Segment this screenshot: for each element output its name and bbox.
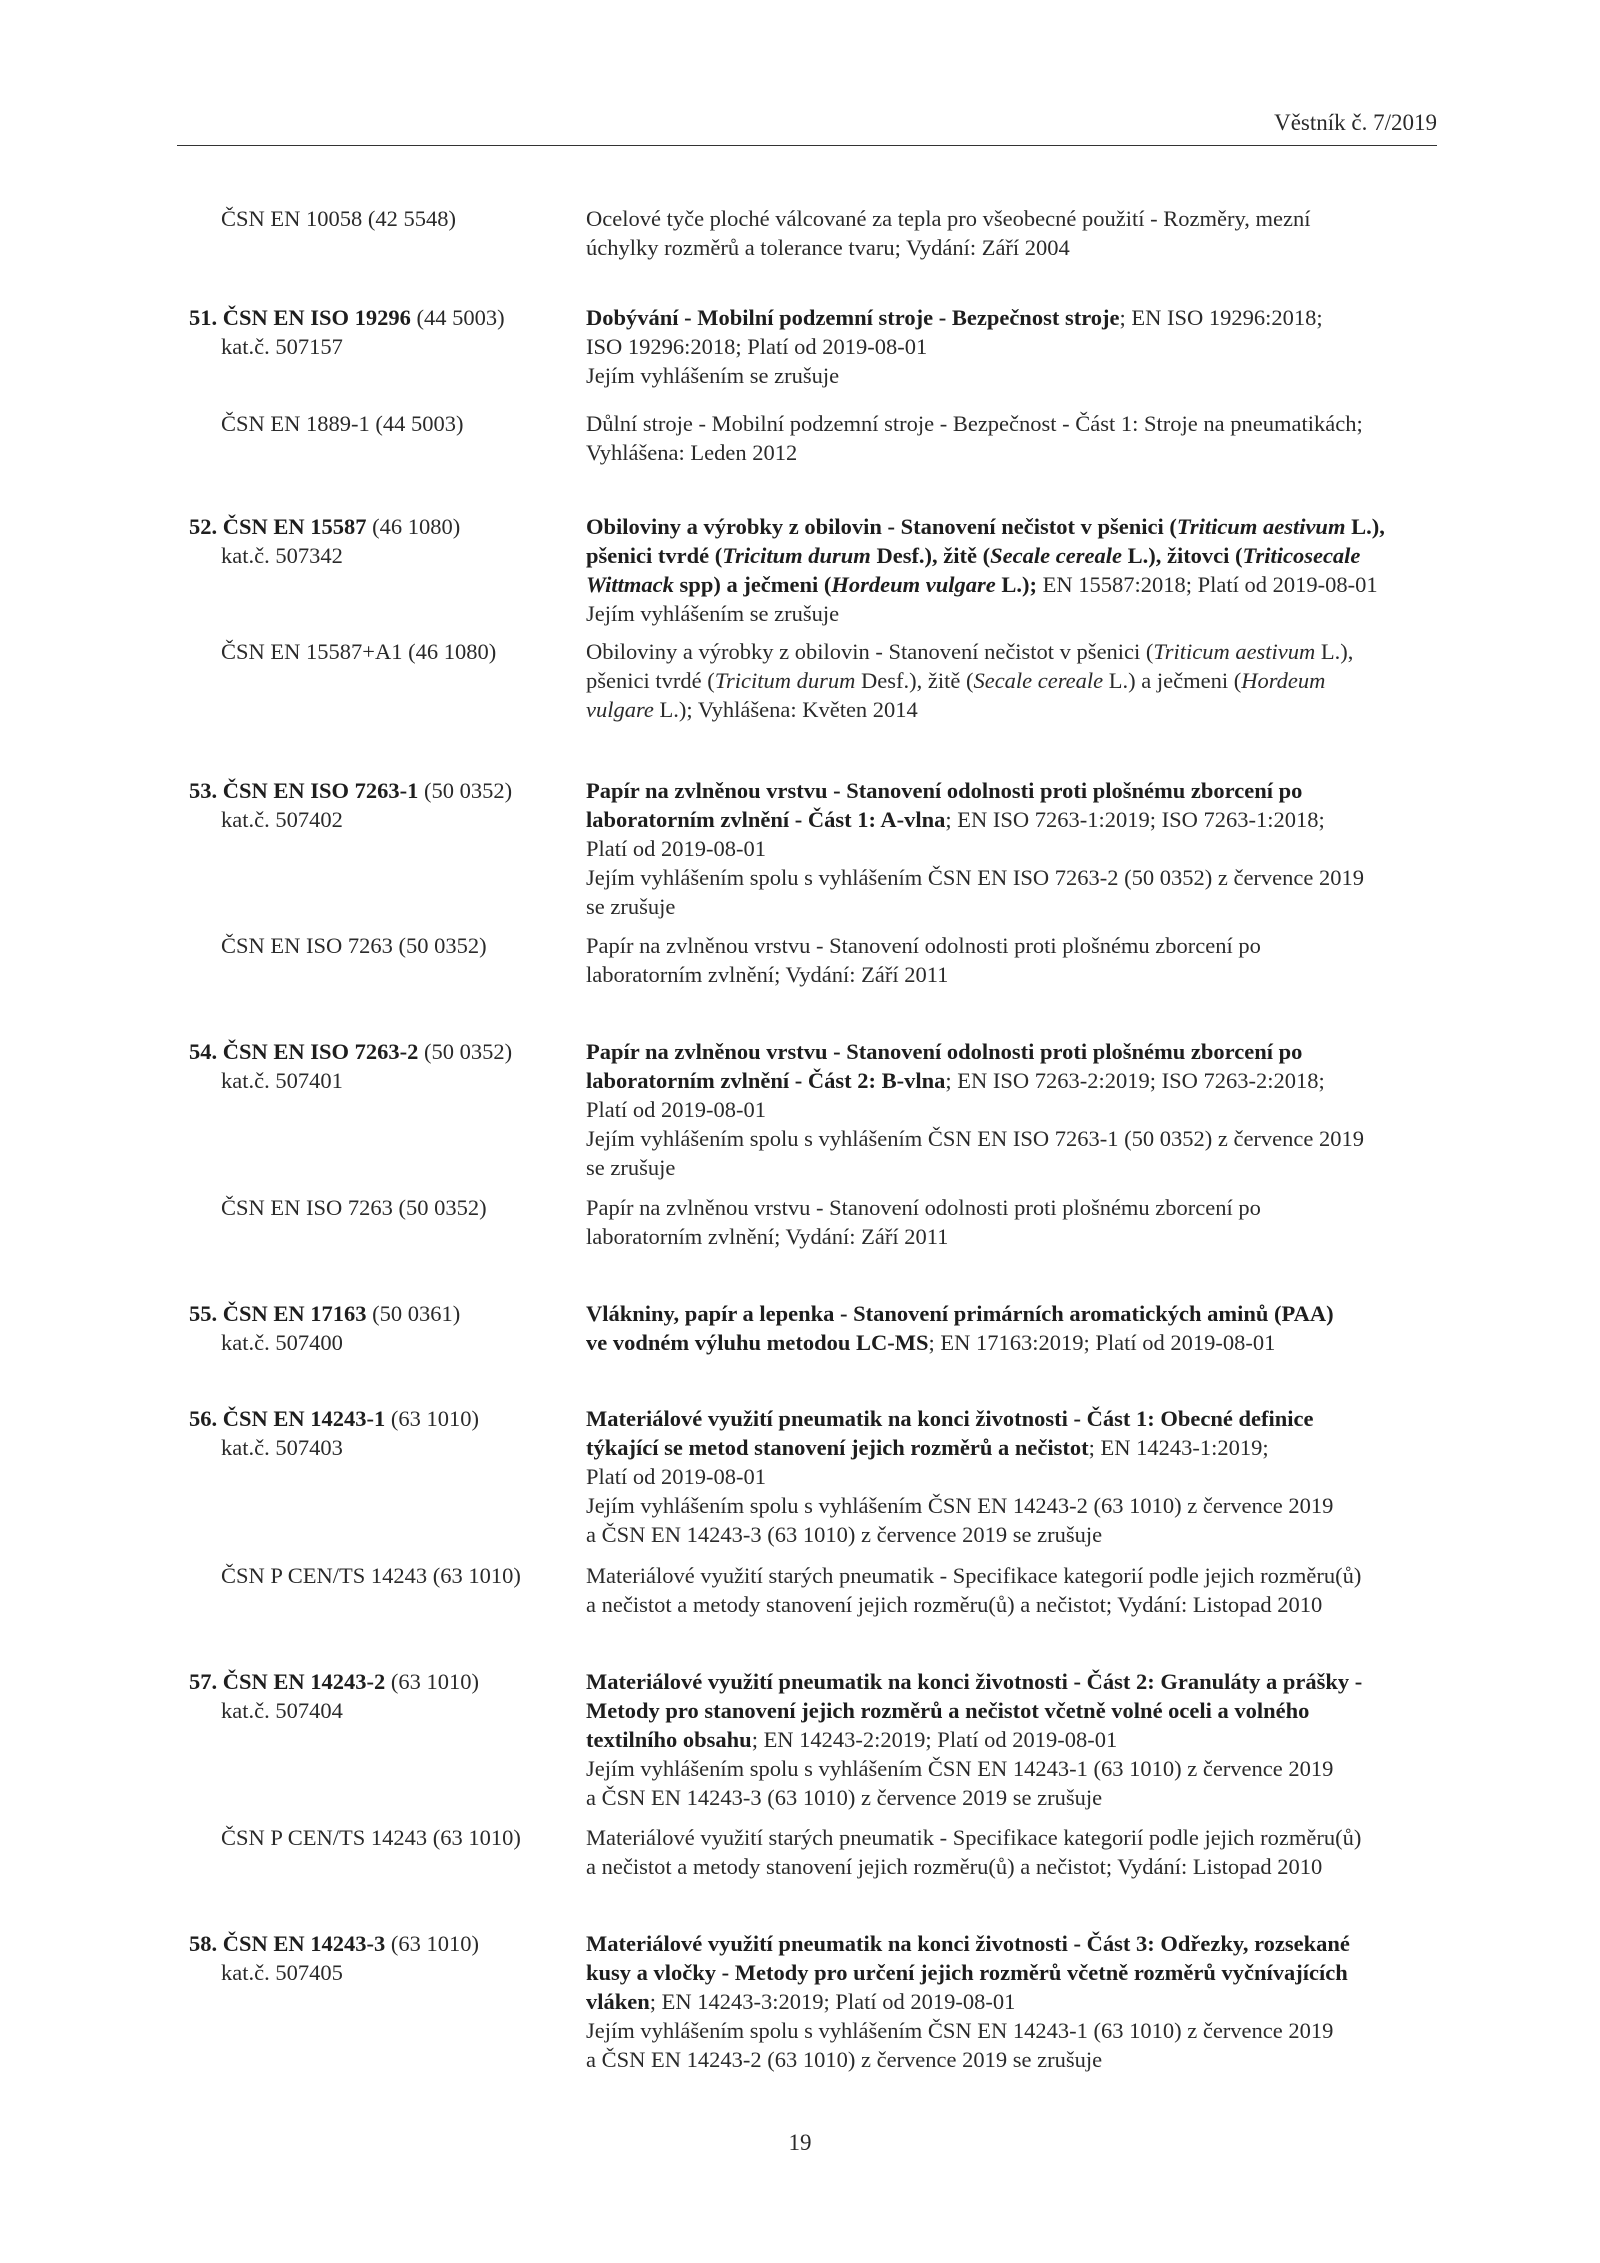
standard-code-classification: (46 1080) [366, 514, 461, 539]
description-line [586, 1520, 1466, 1549]
replaced-standard-code: ČSN EN 10058 (42 5548) [221, 206, 456, 231]
text-segment: úchylky rozměrů a tolerance tvaru; Vydání: Září 2004 [586, 235, 1070, 260]
text-segment: L.); [995, 572, 1038, 597]
description-line [586, 541, 1466, 570]
text-segment: Materiálové využití starých pneumatik - Specifikace kategorií podle jejich rozměru(ů) [586, 1825, 1362, 1850]
text-segment: Tricitum durum [722, 543, 871, 568]
text-segment: vláken [586, 1989, 650, 2014]
text-segment: Platí od 2019-08-01 [586, 836, 766, 861]
standard-code-classification: (50 0352) [418, 778, 513, 803]
description-line [586, 1095, 1466, 1124]
description-line [586, 2016, 1466, 2045]
description-line [586, 1124, 1466, 1153]
replaced-standard-code: ČSN EN 1889-1 (44 5003) [221, 411, 464, 436]
standard-description [586, 1667, 1466, 1812]
text-segment: Papír na zvlněnou vrstvu - Stanovení odolnosti proti plošnému zborcení po [586, 933, 1261, 958]
standard-description [586, 1929, 1466, 2074]
description-line [586, 1066, 1466, 1095]
description-line [586, 1222, 1466, 1251]
standard-description [586, 1037, 1466, 1182]
text-segment: ISO 19296:2018; Platí od 2019-08-01 [586, 334, 928, 359]
standard-code-classification: (50 0361) [366, 1301, 461, 1326]
text-segment: se zrušuje [586, 894, 676, 919]
description-line [586, 512, 1466, 541]
description-line [586, 776, 1466, 805]
replaced-standard-code: ČSN P CEN/TS 14243 (63 1010) [221, 1563, 521, 1588]
text-segment: Jejím vyhlášením spolu s vyhlášením ČSN EN 14243-1 (63 1010) z července 2019 [586, 2018, 1334, 2043]
description-line [586, 438, 1466, 467]
text-segment: Desf.), žitě ( [870, 543, 991, 568]
catalog-number: kat.č. 507400 [221, 1330, 343, 1355]
text-segment: a ČSN EN 14243-3 (63 1010) z července 2019 se zrušuje [586, 1522, 1103, 1547]
text-segment: Jejím vyhlášením se zrušuje [586, 601, 840, 626]
text-segment: Papír na zvlněnou vrstvu - Stanovení odolnosti proti plošnému zborcení po [586, 1195, 1261, 1220]
text-segment: Materiálové využití starých pneumatik - Specifikace kategorií podle jejich rozměru(ů) [586, 1563, 1362, 1588]
standard-identifier [189, 1037, 579, 1095]
text-segment: Papír na zvlněnou vrstvu - Stanovení odolnosti proti plošnému zborcení po [586, 778, 1303, 803]
text-segment: Papír na zvlněnou vrstvu - Stanovení odolnosti proti plošnému zborcení po [586, 1039, 1303, 1064]
text-segment: se zrušuje [586, 1155, 676, 1180]
replaced-identifier [189, 204, 579, 233]
running-header: Věstník č. 7/2019 [1274, 110, 1437, 135]
description-line [586, 1823, 1466, 1852]
description-line [586, 1958, 1466, 1987]
replaced-description [586, 1823, 1466, 1881]
entry-number: 54. [189, 1039, 218, 1064]
text-segment: týkající se metod stanovení jejich rozměrů a nečistot [586, 1435, 1089, 1460]
text-segment: Vlákniny, papír a lepenka - Stanovení primárních aromatických aminů (PAA) [586, 1301, 1334, 1326]
description-line [586, 1754, 1466, 1783]
standard-code-bold: ČSN EN ISO 7263-2 [222, 1039, 419, 1064]
replaced-standard-code: ČSN P CEN/TS 14243 (63 1010) [221, 1825, 521, 1850]
text-segment: vulgare [586, 697, 654, 722]
standard-description [586, 512, 1466, 628]
description-line [586, 960, 1466, 989]
text-segment: ; EN ISO 19296:2018; [1119, 305, 1323, 330]
text-segment: Obiloviny a výrobky z obilovin - Stanovení nečistot v pšenici ( [586, 514, 1177, 539]
text-segment: laboratorním zvlnění; Vydání: Září 2011 [586, 962, 949, 987]
standard-code-classification: (63 1010) [385, 1931, 480, 1956]
standard-code [189, 303, 579, 332]
standard-code-bold: ČSN EN 14243-2 [222, 1669, 386, 1694]
standard-identifier [189, 303, 579, 361]
text-segment: kusy a vločky - Metody pro určení jejich rozměrů včetně rozměrů vyčnívajících [586, 1960, 1348, 1985]
text-segment: Důlní stroje - Mobilní podzemní stroje - Bezpečnost - Část 1: Stroje na pneumatikách; [586, 411, 1363, 436]
standard-code-classification: (63 1010) [385, 1406, 480, 1431]
replaced-identifier [189, 1823, 579, 1852]
text-segment: ; EN ISO 7263-1:2019; ISO 7263-1:2018; [945, 807, 1325, 832]
text-segment: Ocelové tyče ploché válcované za tepla pro všeobecné použití - Rozměry, mezní [586, 206, 1311, 231]
replaced-description [586, 204, 1466, 262]
description-line [586, 599, 1466, 628]
standard-code [189, 776, 579, 805]
entry-number: 55. [189, 1301, 218, 1326]
standard-code-bold: ČSN EN ISO 7263-1 [222, 778, 419, 803]
text-segment: ; EN 17163:2019; Platí od 2019-08-01 [928, 1330, 1276, 1355]
description-line [586, 1462, 1466, 1491]
replaced-description [586, 1561, 1466, 1619]
text-segment: Hordeum [1241, 668, 1326, 693]
description-line [586, 637, 1466, 666]
text-segment: L.) a ječmeni ( [1103, 668, 1242, 693]
text-segment: pšenici tvrdé ( [586, 543, 723, 568]
replaced-description [586, 931, 1466, 989]
description-line [586, 303, 1466, 332]
text-segment: L.), [1315, 639, 1354, 664]
text-segment: Materiálové využití pneumatik na konci životnosti - Část 3: Odřezky, rozsekané [586, 1931, 1350, 1956]
standard-code-classification: (44 5003) [410, 305, 505, 330]
standard-description [586, 303, 1466, 390]
text-segment: Platí od 2019-08-01 [586, 1097, 766, 1122]
standard-identifier [189, 1404, 579, 1462]
text-segment: Jejím vyhlášením spolu s vyhlášením ČSN EN ISO 7263-1 (50 0352) z července 2019 [586, 1126, 1365, 1151]
replaced-identifier [189, 931, 579, 960]
text-segment: laboratorním zvlnění - Část 1: A-vlna [586, 807, 946, 832]
standard-code-bold: ČSN EN 14243-1 [222, 1406, 386, 1431]
catalog-number: kat.č. 507404 [221, 1698, 343, 1723]
description-line [586, 931, 1466, 960]
description-line [586, 204, 1466, 233]
text-segment: ; EN ISO 7263-2:2019; ISO 7263-2:2018; [945, 1068, 1325, 1093]
replaced-identifier [189, 637, 579, 666]
text-segment: laboratorním zvlnění; Vydání: Září 2011 [586, 1224, 949, 1249]
description-line [586, 695, 1466, 724]
text-segment: spp) a ječmeni ( [673, 572, 832, 597]
description-line [586, 805, 1466, 834]
text-segment: Obiloviny a výrobky z obilovin - Stanovení nečistot v pšenici ( [586, 639, 1154, 664]
standard-description [586, 776, 1466, 921]
description-line [586, 1299, 1466, 1328]
entry-number: 56. [189, 1406, 218, 1431]
text-segment: a nečistot a metody stanovení jejich rozměru(ů) a nečistot; Vydání: Listopad 2010 [586, 1592, 1323, 1617]
text-segment: Tricitum durum [714, 668, 856, 693]
text-segment: Jejím vyhlášením se zrušuje [586, 363, 840, 388]
description-line [586, 1590, 1466, 1619]
entry-number: 57. [189, 1669, 218, 1694]
description-line [586, 834, 1466, 863]
text-segment: laboratorním zvlnění - Část 2: B-vlna [586, 1068, 946, 1093]
entry-number: 53. [189, 778, 218, 803]
catalog-number: kat.č. 507401 [221, 1068, 343, 1093]
standard-code-bold: ČSN EN 17163 [222, 1301, 367, 1326]
standard-code-bold: ČSN EN ISO 19296 [222, 305, 411, 330]
replaced-identifier [189, 1193, 579, 1222]
standard-description [586, 1299, 1466, 1357]
text-segment: L.), [1345, 514, 1385, 539]
description-line [586, 2045, 1466, 2074]
description-line [586, 1153, 1466, 1182]
standard-code [189, 1404, 579, 1433]
replaced-description [586, 409, 1466, 467]
description-line [586, 863, 1466, 892]
description-line [586, 1193, 1466, 1222]
text-segment: L.), žitovci ( [1121, 543, 1243, 568]
description-line [586, 666, 1466, 695]
entry-number: 52. [189, 514, 218, 539]
text-segment: a ČSN EN 14243-3 (63 1010) z července 2019 se zrušuje [586, 1785, 1103, 1810]
text-segment: ; EN 14243-1:2019; [1088, 1435, 1269, 1460]
catalog-number: kat.č. 507342 [221, 543, 343, 568]
text-segment: textilního obsahu [586, 1727, 752, 1752]
catalog-number: kat.č. 507157 [221, 334, 343, 359]
description-line [586, 1852, 1466, 1881]
description-line [586, 1328, 1466, 1357]
standard-code-bold: ČSN EN 15587 [222, 514, 367, 539]
standard-code [189, 1037, 579, 1066]
text-segment: Materiálové využití pneumatik na konci životnosti - Část 1: Obecné definice [586, 1406, 1314, 1431]
catalog-number: kat.č. 507402 [221, 807, 343, 832]
header-rule [177, 145, 1437, 146]
page-number: 19 [788, 2130, 812, 2155]
standard-code-classification: (63 1010) [385, 1669, 480, 1694]
text-segment: ; EN 14243-2:2019; Platí od 2019-08-01 [751, 1727, 1118, 1752]
text-segment: Triticum aestivum [1176, 514, 1346, 539]
text-segment: Materiálové využití pneumatik na konci životnosti - Část 2: Granuláty a prášky - [586, 1669, 1363, 1694]
replaced-standard-code: ČSN EN ISO 7263 (50 0352) [221, 933, 487, 958]
description-line [586, 1491, 1466, 1520]
description-line [586, 1667, 1466, 1696]
description-line [586, 570, 1466, 599]
standard-identifier [189, 776, 579, 834]
text-segment: Jejím vyhlášením spolu s vyhlášením ČSN EN 14243-1 (63 1010) z července 2019 [586, 1756, 1334, 1781]
replaced-description [586, 637, 1466, 724]
description-line [586, 1404, 1466, 1433]
replaced-standard-code: ČSN EN 15587+A1 (46 1080) [221, 639, 497, 664]
text-segment: Vyhlášena: Leden 2012 [586, 440, 798, 465]
catalog-number: kat.č. 507405 [221, 1960, 343, 1985]
description-line [586, 1725, 1466, 1754]
text-segment: a nečistot a metody stanovení jejich rozměru(ů) a nečistot; Vydání: Listopad 2010 [586, 1854, 1323, 1879]
text-segment: Jejím vyhlášením spolu s vyhlášením ČSN EN ISO 7263-2 (50 0352) z července 2019 [586, 865, 1365, 890]
standard-identifier [189, 512, 579, 570]
entry-number: 51. [189, 305, 218, 330]
text-segment: EN 15587:2018; Platí od 2019-08-01 [1037, 572, 1378, 597]
description-line [586, 1783, 1466, 1812]
description-line [586, 1037, 1466, 1066]
text-segment: pšenici tvrdé ( [586, 668, 715, 693]
standard-code-classification: (50 0352) [418, 1039, 513, 1064]
description-line [586, 233, 1466, 262]
description-line [586, 361, 1466, 390]
text-segment: Metody pro stanovení jejich rozměrů a nečistot včetně volné oceli a volného [586, 1698, 1310, 1723]
standard-description [586, 1404, 1466, 1549]
standard-code [189, 1929, 579, 1958]
description-line [586, 332, 1466, 361]
entry-number: 58. [189, 1931, 218, 1956]
text-segment: Jejím vyhlášením spolu s vyhlášením ČSN EN 14243-2 (63 1010) z července 2019 [586, 1493, 1334, 1518]
description-line [586, 1929, 1466, 1958]
text-segment: Desf.), žitě ( [855, 668, 974, 693]
replaced-identifier [189, 409, 579, 438]
replaced-identifier [189, 1561, 579, 1590]
standard-code [189, 512, 579, 541]
standard-code-bold: ČSN EN 14243-3 [222, 1931, 386, 1956]
text-segment: Platí od 2019-08-01 [586, 1464, 766, 1489]
standard-identifier [189, 1929, 579, 1987]
description-line [586, 1696, 1466, 1725]
replaced-standard-code: ČSN EN ISO 7263 (50 0352) [221, 1195, 487, 1220]
text-segment: a ČSN EN 14243-2 (63 1010) z července 2019 se zrušuje [586, 2047, 1103, 2072]
text-segment: Secale cereale [990, 543, 1122, 568]
description-line [586, 409, 1466, 438]
text-segment: Triticosecale [1242, 543, 1361, 568]
text-segment: ve vodném výluhu metodou LC-MS [586, 1330, 929, 1355]
text-segment: Dobývání - Mobilní podzemní stroje - Bezpečnost stroje [586, 305, 1120, 330]
description-line [586, 1433, 1466, 1462]
standard-identifier [189, 1667, 579, 1725]
text-segment: Secale cereale [973, 668, 1104, 693]
description-line [586, 1561, 1466, 1590]
catalog-number: kat.č. 507403 [221, 1435, 343, 1460]
text-segment: Triticum aestivum [1153, 639, 1316, 664]
text-segment: ; EN 14243-3:2019; Platí od 2019-08-01 [649, 1989, 1016, 2014]
text-segment: Wittmack [586, 572, 674, 597]
description-line [586, 892, 1466, 921]
standard-code [189, 1299, 579, 1328]
standard-identifier [189, 1299, 579, 1357]
text-segment: L.); Vyhlášena: Květen 2014 [653, 697, 918, 722]
text-segment: Hordeum vulgare [831, 572, 996, 597]
description-line [586, 1987, 1466, 2016]
standard-code [189, 1667, 579, 1696]
replaced-description [586, 1193, 1466, 1251]
